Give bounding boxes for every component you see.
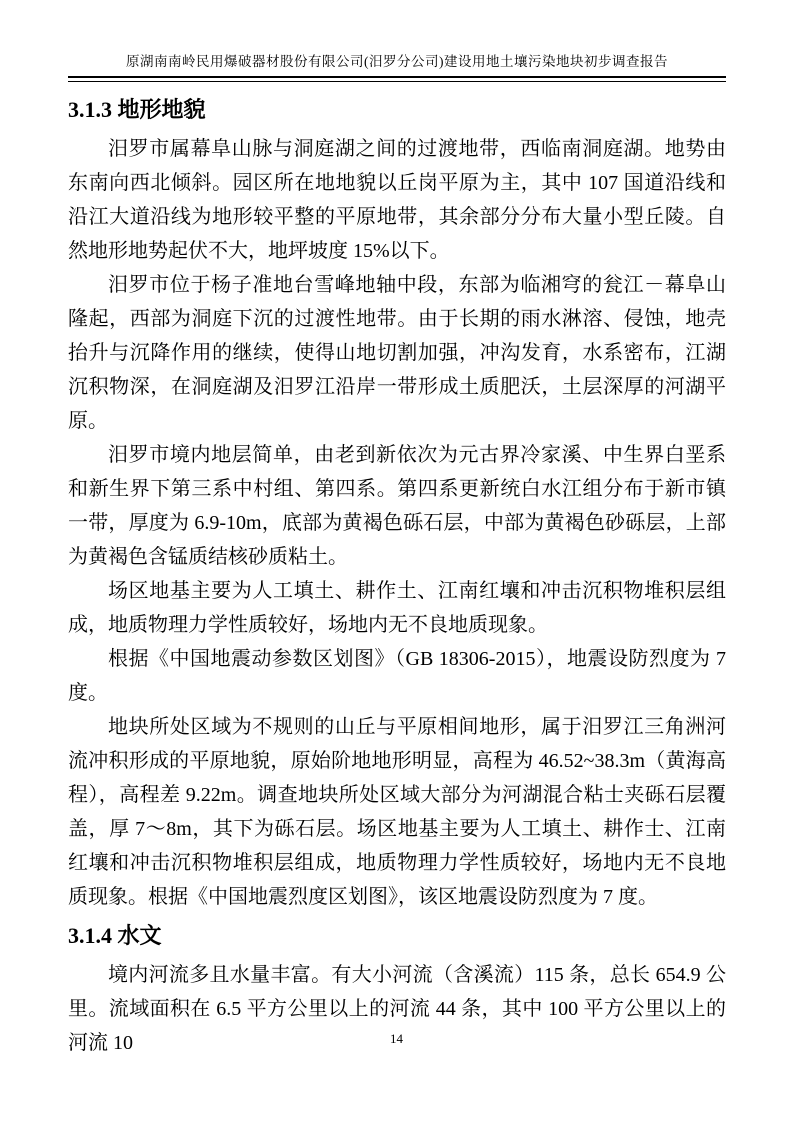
paragraph-terrain-3: 汨罗市境内地层简单，由老到新依次为元古界冷家溪、中生界白垩系和新生界下第三系中村组、第四系。第四系更新统白水江组分布于新市镇一带，厚度为 6.9-10m，底部为黄褐色砾石层，中部为黄褐色砂砾层，上部为黄褐色含锰质结核砂质粘土。 xyxy=(68,444,726,568)
section-heading-3-1-4: 3.1.4 水文 xyxy=(68,923,162,948)
paragraph-terrain-1: 汨罗市属幕阜山脉与洞庭湖之间的过渡地带，西临南洞庭湖。地势由东南向西北倾斜。园区所在地地貌以丘岗平原为主，其中 107 国道沿线和沿江大道沿线为地形较平整的平原地带，其余部分分布大量小型丘陵。自然地形地势起伏不大，地坪坡度 15%以下。 xyxy=(68,138,726,262)
paragraph-terrain-5: 根据《中国地震动参数区划图》（GB 18306-2015），地震设防烈度为 7 度。 xyxy=(68,648,726,704)
page-number: 14 xyxy=(390,1031,403,1046)
header-rule xyxy=(68,76,726,82)
section-heading-3-1-3: 3.1.3 地形地貌 xyxy=(68,97,206,122)
page-header xyxy=(68,52,726,82)
document-content xyxy=(68,88,726,1060)
paragraph-terrain-2: 汨罗市位于杨子准地台雪峰地轴中段，东部为临湘穹的瓮江－幕阜山隆起，西部为洞庭下沉的过渡性地带。由于长期的雨水淋溶、侵蚀，地壳抬升与沉降作用的继续，使得山地切割加强，冲沟发育，水系密布，江湖沉积物深，在洞庭湖及汨罗江沿岸一带形成土质肥沃，土层深厚的河湖平原。 xyxy=(68,274,726,432)
page-footer xyxy=(0,1030,793,1048)
paragraph-hydrology-1: 境内河流多且水量丰富。有大小河流（含溪流）115 条，总长 654.9 公里。流域面积在 6.5 平方公里以上的河流 44 条，其中 100 平方公里以上的河流 10 xyxy=(68,964,726,1054)
header-title: 原湖南南岭民用爆破器材股份有限公司(汨罗分公司)建设用地土壤污染地块初步调查报告 xyxy=(126,54,668,69)
paragraph-terrain-6: 地块所处区域为不规则的山丘与平原相间地形，属于汨罗江三角洲河流冲积形成的平原地貌，原始阶地地形明显，高程为 46.52~38.3m（黄海高程），高程差 9.22m。调查地块所处区域大部分为河湖混合粘士夹砾石层覆盖，厚 7～8m，其下为砾石层。场区地基主要为人工填土、耕作士、江南红壤和冲击沉积物堆积层组成，地质物理力学性质较好，场地内无不良地质现象。根据《中国地震烈度区划图》，该区地震设防烈度为 7 度。 xyxy=(68,716,726,908)
paragraph-terrain-4: 场区地基主要为人工填土、耕作土、江南红壤和冲击沉积物堆积层组成，地质物理力学性质较好，场地内无不良地质现象。 xyxy=(68,580,726,636)
